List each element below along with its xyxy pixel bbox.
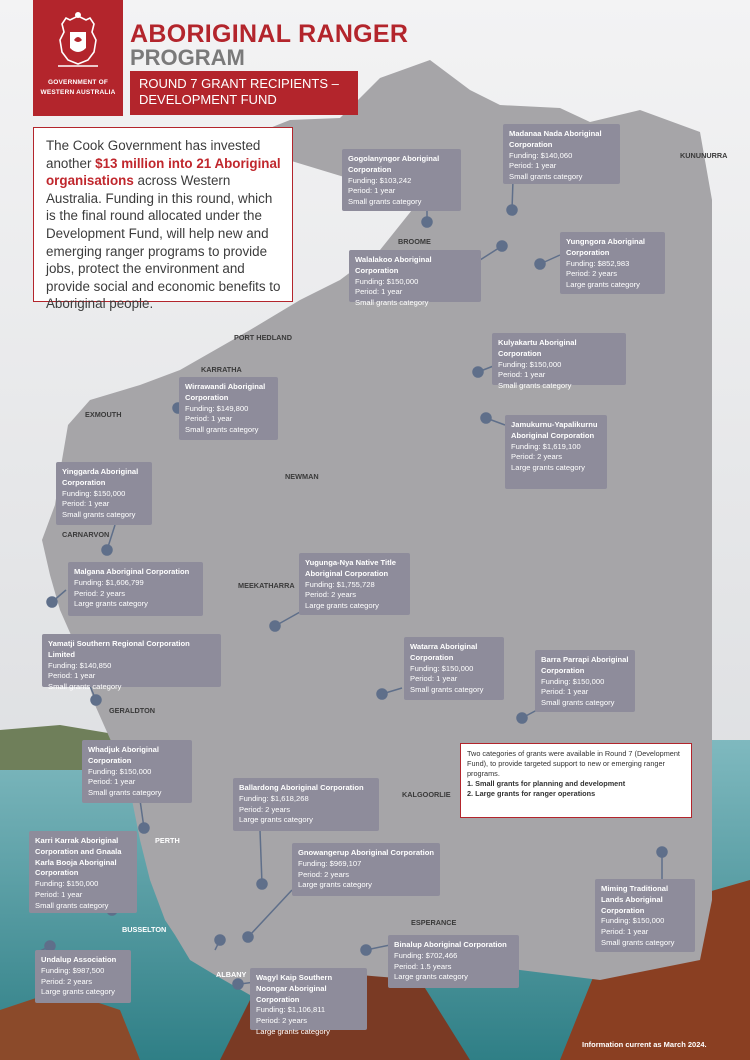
town-busselton: BUSSELTON bbox=[122, 925, 167, 934]
intro-text-after: across Western Australia. Funding in this round, which is the final round allocated under the Development Fund, will help new and emerging ranger programs to provide jobs, protect the environment and provide social and economic benefits to Aboriginal people. bbox=[46, 173, 281, 312]
recipient-card bbox=[233, 778, 379, 831]
subtitle-line1: ROUND 7 GRANT RECIPIENTS – bbox=[139, 76, 339, 91]
recipient-category: Small grants category bbox=[62, 510, 136, 520]
recipient-name: Walalakoo Aboriginal Corporation bbox=[355, 255, 432, 275]
recipient-funding: Funding: $150,000 bbox=[601, 916, 665, 926]
recipient-name: Ballardong Aboriginal Corporation bbox=[239, 783, 364, 792]
recipient-funding: Funding: $150,000 bbox=[35, 879, 99, 889]
intro-text-before: The Cook Government has invested another bbox=[46, 138, 261, 171]
recipient-name: Yamatji Southern Regional Corporation Limited bbox=[48, 639, 190, 659]
recipient-period: Period: 1 year bbox=[509, 161, 557, 171]
subtitle-banner bbox=[130, 71, 358, 115]
recipient-funding: Funding: $150,000 bbox=[498, 359, 562, 369]
recipient-name: Watarra Aboriginal Corporation bbox=[410, 642, 478, 662]
recipient-name: Whadjuk Aboriginal Corporation bbox=[88, 745, 160, 765]
town-kununurra: KUNUNURRA bbox=[680, 151, 728, 160]
recipient-card bbox=[404, 637, 504, 700]
recipient-period: Period: 1 year bbox=[355, 287, 403, 297]
recipient-funding: Funding: $150,000 bbox=[355, 276, 419, 286]
recipient-funding: Funding: $150,000 bbox=[541, 676, 605, 686]
recipient-card bbox=[503, 124, 620, 184]
recipient-name: Malgana Aboriginal Corporation bbox=[74, 567, 190, 576]
recipient-card bbox=[349, 250, 481, 308]
recipient-category: Small grants category bbox=[348, 197, 422, 207]
recipient-period: Period: 2 years bbox=[305, 590, 357, 600]
recipient-period: Period: 2 years bbox=[566, 269, 618, 279]
recipient-category: Large grants category bbox=[298, 880, 372, 890]
town-esperance: ESPERANCE bbox=[411, 918, 457, 927]
recipient-funding: Funding: $1,619,100 bbox=[511, 441, 581, 451]
recipient-period: Period: 1.5 years bbox=[394, 961, 452, 971]
page-title: ABORIGINAL RANGER bbox=[130, 20, 409, 48]
subtitle-line2: DEVELOPMENT FUND bbox=[139, 92, 277, 107]
recipient-period: Period: 2 years bbox=[41, 976, 93, 986]
recipient-card bbox=[560, 232, 665, 294]
recipient-funding: Funding: $969,107 bbox=[298, 858, 362, 868]
recipient-card bbox=[29, 831, 137, 913]
wa-government-logo bbox=[33, 0, 123, 116]
recipient-name: Karri Karrak Aboriginal Corporation and Gnaala Karla Booja Aboriginal Corporation bbox=[35, 836, 122, 878]
logo-text-line1: GOVERNMENT OF bbox=[47, 79, 109, 86]
recipient-category: Large grants category bbox=[566, 280, 640, 290]
intro-panel bbox=[33, 127, 293, 312]
recipient-card bbox=[492, 333, 626, 391]
recipient-period: Period: 2 years bbox=[298, 869, 350, 879]
recipient-funding: Funding: $1,618,268 bbox=[239, 793, 309, 803]
recipient-funding: Funding: $103,242 bbox=[348, 175, 412, 185]
town-carnarvon: CARNARVON bbox=[62, 530, 110, 539]
legend-item-small: 1. Small grants for planning and development bbox=[467, 779, 626, 788]
recipient-category: Small grants category bbox=[601, 937, 675, 947]
recipient-period: Period: 1 year bbox=[62, 499, 110, 509]
recipient-funding: Funding: $150,000 bbox=[410, 663, 474, 673]
recipient-name: Barra Parrapi Aboriginal Corporation bbox=[541, 655, 629, 675]
legend-item-large: 2. Large grants for ranger operations bbox=[467, 789, 596, 798]
recipient-card bbox=[299, 553, 410, 615]
recipient-card bbox=[250, 968, 367, 1036]
recipient-name: Kulyakartu Aboriginal Corporation bbox=[498, 338, 577, 358]
recipient-funding: Funding: $1,755,728 bbox=[305, 579, 375, 589]
footer-note: Information current as March 2024. bbox=[582, 1040, 707, 1049]
recipient-period: Period: 1 year bbox=[48, 671, 96, 681]
recipient-period: Period: 1 year bbox=[498, 370, 546, 380]
recipient-category: Small grants category bbox=[88, 788, 162, 798]
recipient-period: Period: 1 year bbox=[541, 687, 589, 697]
town-geraldton: GERALDTON bbox=[109, 706, 156, 715]
recipient-period: Period: 1 year bbox=[410, 674, 458, 684]
town-newman: NEWMAN bbox=[285, 472, 319, 481]
town-broome: BROOME bbox=[398, 237, 431, 246]
recipient-funding: Funding: $1,606,799 bbox=[74, 577, 144, 587]
recipient-category: Small grants category bbox=[410, 685, 484, 695]
recipient-category: Large grants category bbox=[305, 601, 379, 611]
recipient-funding: Funding: $149,800 bbox=[185, 403, 249, 413]
recipient-category: Large grants category bbox=[394, 972, 468, 982]
recipient-category: Small grants category bbox=[35, 900, 109, 910]
recipient-period: Period: 2 years bbox=[74, 588, 126, 598]
logo-text-line2: WESTERN AUSTRALIA bbox=[40, 89, 116, 96]
recipient-period: Period: 1 year bbox=[601, 927, 649, 937]
town-meekatharra: MEEKATHARRA bbox=[238, 581, 295, 590]
town-exmouth: EXMOUTH bbox=[85, 410, 122, 419]
recipient-period: Period: 1 year bbox=[35, 889, 83, 899]
recipient-card bbox=[505, 415, 607, 489]
recipient-name: Undalup Association bbox=[41, 955, 117, 964]
recipient-period: Period: 2 years bbox=[239, 804, 291, 814]
grant-categories-legend bbox=[460, 743, 692, 818]
legend-text: Two categories of grants were available in Round 7 (Development Fund), to provide targeted support to new or emerging ranger programs. bbox=[467, 749, 680, 778]
recipient-name: Yugunga-Nya Native Title Aboriginal Corporation bbox=[305, 558, 397, 578]
recipient-name: Binalup Aboriginal Corporation bbox=[394, 940, 507, 949]
recipient-card bbox=[68, 562, 203, 616]
recipient-category: Large grants category bbox=[41, 987, 115, 997]
town-perth: PERTH bbox=[155, 836, 180, 845]
recipient-name: Wirrawandi Aboriginal Corporation bbox=[185, 382, 266, 402]
town-karratha: KARRATHA bbox=[201, 365, 242, 374]
recipient-category: Large grants category bbox=[256, 1026, 330, 1036]
recipient-card bbox=[535, 650, 635, 712]
recipient-category: Small grants category bbox=[355, 298, 429, 308]
recipient-funding: Funding: $140,060 bbox=[509, 150, 573, 160]
recipient-period: Period: 2 years bbox=[256, 1016, 308, 1026]
town-kalgoorlie: KALGOORLIE bbox=[402, 790, 451, 799]
recipient-name: Yungngora Aboriginal Corporation bbox=[566, 237, 646, 257]
recipient-category: Small grants category bbox=[509, 172, 583, 182]
recipient-card bbox=[82, 740, 192, 803]
recipient-period: Period: 1 year bbox=[185, 414, 233, 424]
recipient-period: Period: 1 year bbox=[88, 777, 136, 787]
recipient-category: Small grants category bbox=[48, 682, 122, 692]
recipient-card bbox=[42, 634, 221, 692]
recipient-card bbox=[342, 149, 461, 211]
recipient-card bbox=[56, 462, 152, 525]
recipient-card bbox=[388, 935, 519, 988]
recipient-period: Period: 1 year bbox=[348, 186, 396, 196]
recipient-category: Small grants category bbox=[541, 698, 615, 708]
coat-of-arms-icon bbox=[50, 10, 106, 72]
recipient-category: Large grants category bbox=[74, 599, 148, 609]
recipient-card bbox=[595, 879, 695, 952]
recipient-funding: Funding: $852,983 bbox=[566, 258, 630, 268]
recipient-period: Period: 2 years bbox=[511, 452, 563, 462]
recipient-funding: Funding: $150,000 bbox=[88, 766, 152, 776]
recipient-funding: Funding: $150,000 bbox=[62, 488, 126, 498]
recipient-category: Small grants category bbox=[185, 425, 259, 435]
recipient-funding: Funding: $702,466 bbox=[394, 950, 458, 960]
page-title-line2: PROGRAM bbox=[130, 45, 245, 70]
recipient-category: Large grants category bbox=[511, 463, 585, 473]
recipient-name: Yinggarda Aboriginal Corporation bbox=[62, 467, 139, 487]
recipient-name: Gogolanyngor Aboriginal Corporation bbox=[348, 154, 440, 174]
recipient-card bbox=[35, 950, 131, 1003]
recipient-name: Gnowangerup Aboriginal Corporation bbox=[298, 848, 434, 857]
town-port-hedland: PORT HEDLAND bbox=[234, 333, 292, 342]
recipient-name: Madanaa Nada Aboriginal Corporation bbox=[509, 129, 602, 149]
recipient-funding: Funding: $140,850 bbox=[48, 660, 112, 670]
recipient-funding: Funding: $1,106,811 bbox=[256, 1005, 326, 1015]
recipient-card bbox=[179, 377, 278, 440]
recipient-card bbox=[292, 843, 440, 896]
recipient-name: Wagyl Kaip Southern Noongar Aboriginal Corporation bbox=[256, 973, 333, 1004]
intro-highlight: $13 million into 21 Aboriginal organisations bbox=[46, 155, 281, 189]
recipient-name: Jamukurnu-Yapalikurnu Aboriginal Corporation bbox=[511, 420, 598, 440]
recipient-name: Miming Traditional Lands Aboriginal Corporation bbox=[601, 884, 669, 915]
recipient-category: Small grants category bbox=[498, 381, 572, 391]
town-albany: ALBANY bbox=[216, 970, 247, 979]
recipient-category: Large grants category bbox=[239, 815, 313, 825]
recipient-funding: Funding: $987,500 bbox=[41, 965, 105, 975]
